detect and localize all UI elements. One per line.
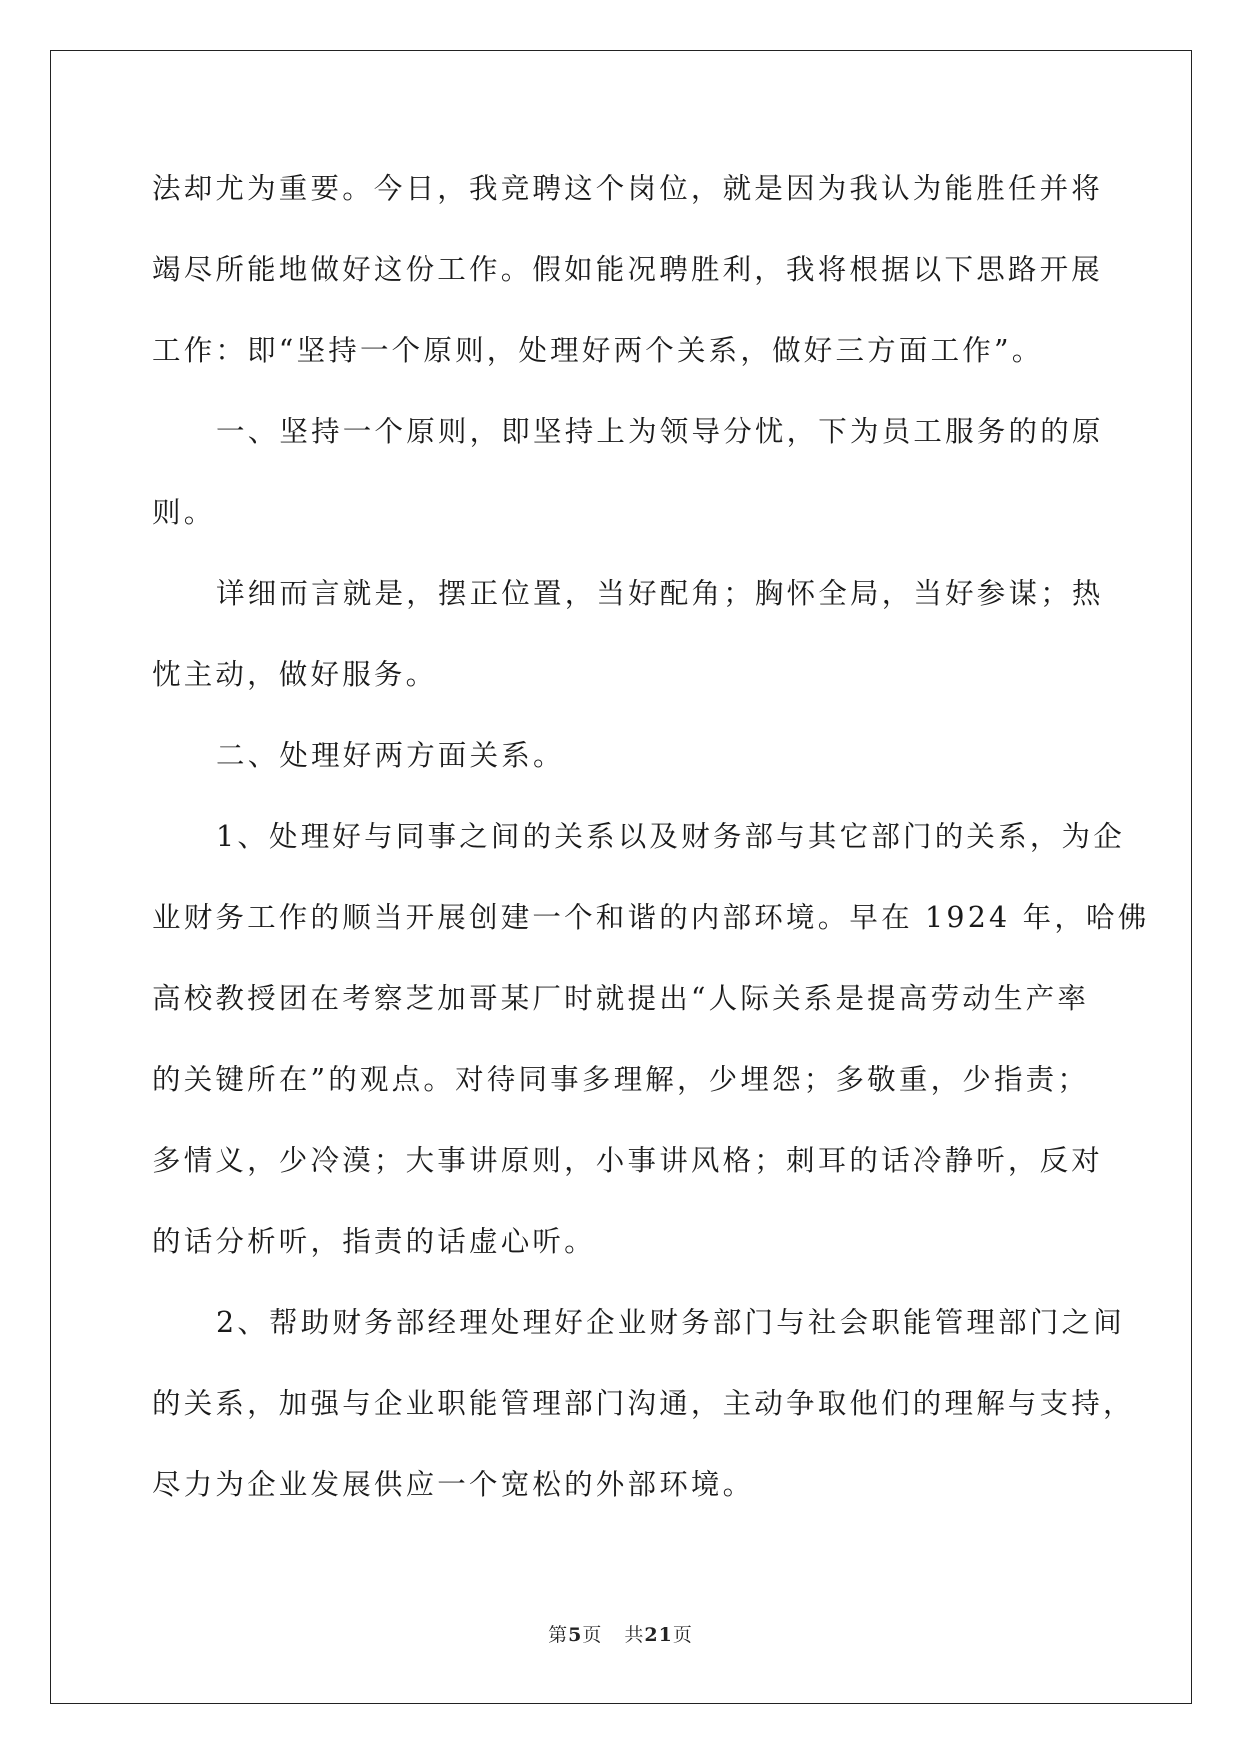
total-pages: 21 <box>644 1624 673 1646</box>
text-line: 的话分析听，指责的话虚心听。 <box>152 1225 596 1258</box>
page-footer <box>0 1620 1241 1647</box>
section-two-heading: 二、处理好两方面关系。 <box>216 739 565 772</box>
total-suffix: 页 <box>672 1624 693 1646</box>
text-line: 业财务工作的顺当开展创建一个和谐的内部环境。早在 1924 年，哈佛 <box>152 901 1150 934</box>
text-line: 尽力为企业发展供应一个宽松的外部环境。 <box>152 1468 755 1501</box>
item-one-line: 1、处理好与同事之间的关系以及财务部与其它部门的关系，为企 <box>216 820 1125 853</box>
page-prefix: 第 <box>548 1624 569 1646</box>
text-line: 的关键所在”的观点。对待同事多理解，少埋怨；多敬重，少指责； <box>152 1063 1090 1096</box>
text-line: 法却尤为重要。今日，我竞聘这个岗位，就是因为我认为能胜任并将 <box>152 172 1104 205</box>
item-two-line: 2、帮助财务部经理处理好企业财务部门与社会职能管理部门之间 <box>216 1306 1125 1339</box>
section-one-heading: 一、坚持一个原则，即坚持上为领导分忧，下为员工服务的的原 <box>216 415 1104 448</box>
document-body <box>152 148 1150 1525</box>
text-line: 工作：即“坚持一个原则，处理好两个关系，做好三方面工作”。 <box>152 334 1044 367</box>
text-line: 的关系，加强与企业职能管理部门沟通，主动争取他们的理解与支持， <box>152 1387 1135 1420</box>
page-suffix: 页 <box>582 1624 603 1646</box>
text-line: 高校教授团在考察芝加哥某厂时就提出“人际关系是提高劳动生产率 <box>152 982 1090 1015</box>
text-line: 忱主动，做好服务。 <box>152 658 438 691</box>
text-line: 竭尽所能地做好这份工作。假如能况聘胜利，我将根据以下思路开展 <box>152 253 1104 286</box>
page-number: 5 <box>568 1624 583 1646</box>
text-line: 详细而言就是，摆正位置，当好配角；胸怀全局，当好参谋；热 <box>216 577 1104 610</box>
text-line: 则。 <box>152 496 216 529</box>
text-line: 多情义，少冷漠；大事讲原则，小事讲风格；刺耳的话冷静听，反对 <box>152 1144 1104 1177</box>
total-prefix: 共 <box>624 1624 645 1646</box>
